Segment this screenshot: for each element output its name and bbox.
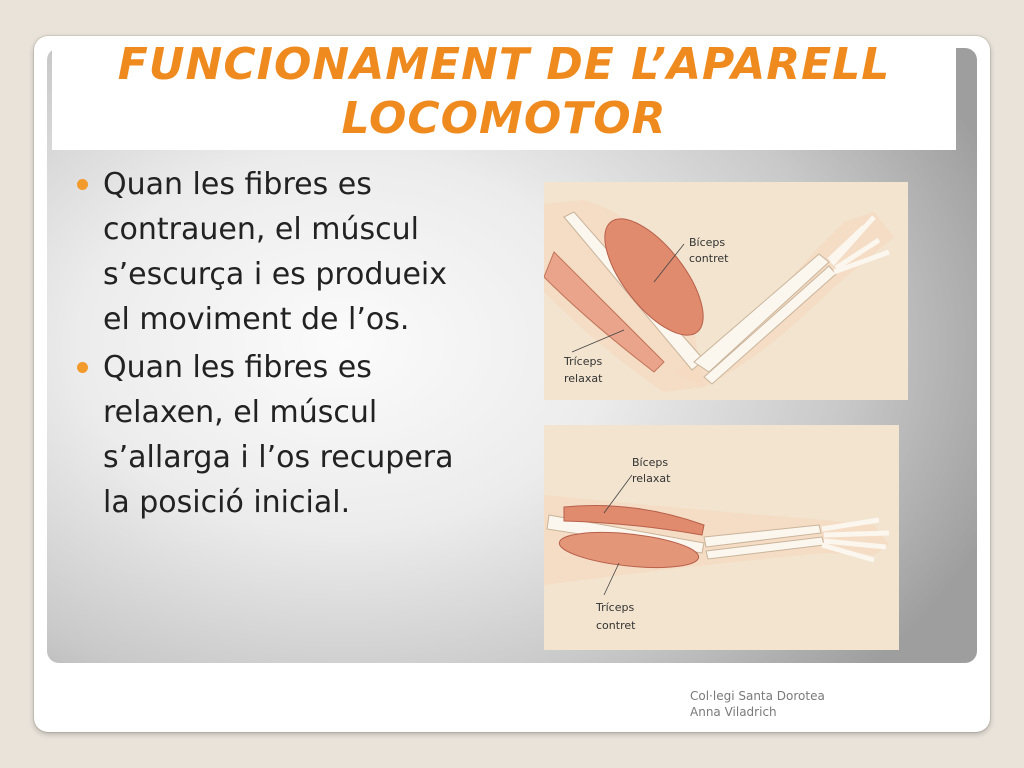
- bullet-text: Quan les fibres es contrauen, el múscul s’escurça i es produeix el moviment de l’os.: [103, 167, 448, 337]
- bullet-item: [72, 162, 467, 342]
- biceps-state-label: contret: [689, 252, 729, 265]
- bullet-dot-icon: [77, 362, 88, 373]
- arm-extended-figure: [544, 425, 899, 650]
- arm-extended-illustration: [544, 425, 899, 650]
- bullet-item: [72, 345, 467, 525]
- biceps-label: Bíceps: [689, 236, 726, 249]
- slide-footer: [690, 688, 825, 720]
- bullet-dot-icon: [77, 179, 88, 190]
- arm-contracted-figure: [544, 182, 908, 400]
- footer-school: Col·legi Santa Dorotea: [690, 689, 825, 703]
- biceps-state-label: relaxat: [632, 472, 671, 485]
- triceps-state-label: contret: [596, 619, 636, 632]
- slide-title: FUNCIONAMENT DE L’APARELL LOCOMOTOR: [117, 39, 891, 144]
- bullet-list: [72, 162, 467, 528]
- triceps-state-label: relaxat: [564, 372, 603, 385]
- triceps-label: Tríceps: [596, 601, 635, 614]
- footer-author: Anna Viladrich: [690, 705, 777, 719]
- biceps-label: Bíceps: [632, 456, 669, 469]
- bullet-text: Quan les fibres es relaxen, el múscul s’allarga i l’os recupera la posició inicial.: [103, 350, 454, 520]
- triceps-label: Tríceps: [564, 355, 603, 368]
